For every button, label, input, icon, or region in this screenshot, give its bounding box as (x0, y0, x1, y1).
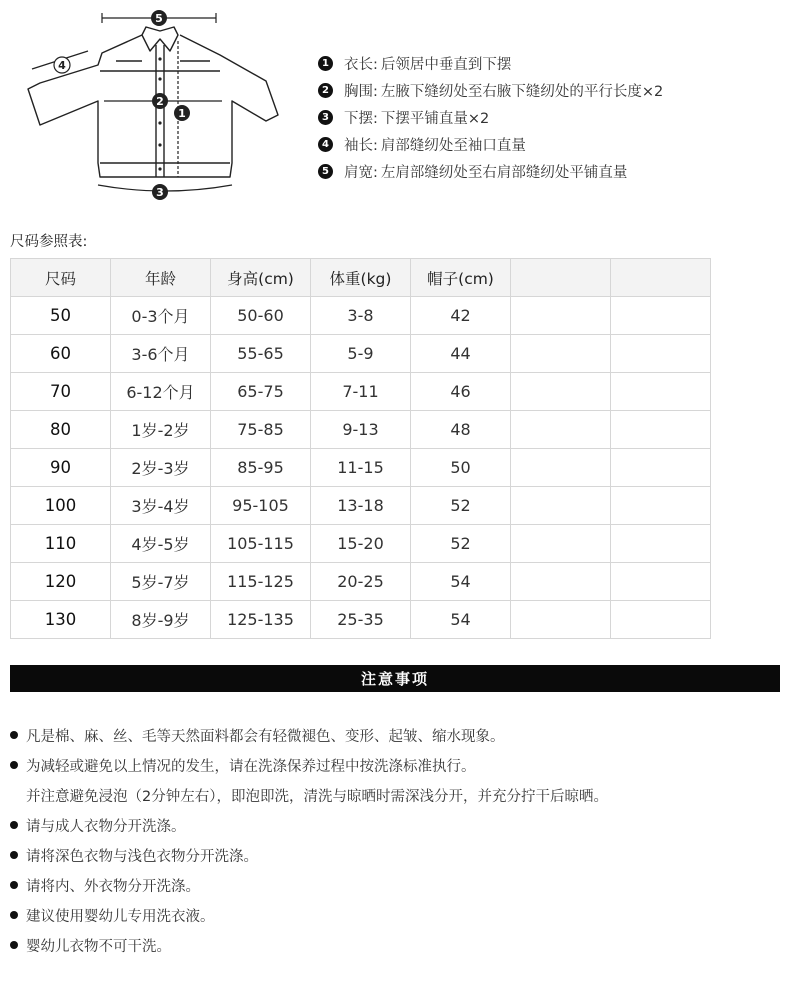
size-table (10, 258, 711, 639)
legend-desc: 左腋下缝纫处至右腋下缝纫处的平行长度×2 (380, 84, 664, 100)
legend-item (318, 77, 663, 104)
table-header-cell: 身高(cm) (211, 259, 311, 297)
table-cell: 55-65 (211, 335, 311, 373)
table-cell (511, 373, 611, 411)
table-cell: 65-75 (211, 373, 311, 411)
shirt-placket (156, 45, 164, 177)
table-cell (511, 525, 611, 563)
bullet-icon (10, 851, 18, 859)
table-header-cell (511, 259, 611, 297)
table-cell: 120 (11, 563, 111, 601)
table-cell: 115-125 (211, 563, 311, 601)
table-cell: 60 (11, 335, 111, 373)
table-cell (611, 601, 711, 639)
list-item (10, 900, 780, 930)
table-cell (511, 601, 611, 639)
table-cell: 50 (11, 297, 111, 335)
table-cell: 125-135 (211, 601, 311, 639)
legend-term: 袖长: (344, 138, 378, 154)
table-cell: 48 (411, 411, 511, 449)
legend-desc: 肩部缝纫处至袖口直量 (380, 138, 526, 154)
table-cell: 2岁-3岁 (111, 449, 211, 487)
list-item (10, 840, 780, 870)
table-cell: 52 (411, 525, 511, 563)
table-cell (511, 335, 611, 373)
table-row (11, 525, 711, 563)
table-cell: 1岁-2岁 (111, 411, 211, 449)
table-cell: 15-20 (311, 525, 411, 563)
table-cell: 54 (411, 601, 511, 639)
table-cell: 44 (411, 335, 511, 373)
legend-number: 5 (318, 164, 333, 179)
legend-number: 3 (318, 110, 333, 125)
table-cell (611, 487, 711, 525)
size-table-caption: 尺码参照表: (10, 234, 88, 250)
table-cell: 100 (11, 487, 111, 525)
table-cell (611, 373, 711, 411)
legend-number: 2 (318, 83, 333, 98)
table-header-cell: 尺码 (11, 259, 111, 297)
table-cell: 54 (411, 563, 511, 601)
table-cell: 20-25 (311, 563, 411, 601)
table-cell: 4岁-5岁 (111, 525, 211, 563)
table-cell: 85-95 (211, 449, 311, 487)
table-cell: 75-85 (211, 411, 311, 449)
bullet-icon (10, 911, 18, 919)
marker-1 (174, 105, 190, 121)
table-cell: 25-35 (311, 601, 411, 639)
table-cell: 70 (11, 373, 111, 411)
legend-term: 衣长: (344, 57, 378, 73)
table-cell: 3-6个月 (111, 335, 211, 373)
table-cell (511, 563, 611, 601)
table-header-cell (611, 259, 711, 297)
bullet-icon (10, 881, 18, 889)
notice-list (10, 720, 780, 960)
table-cell: 5-9 (311, 335, 411, 373)
legend-item (318, 158, 663, 185)
table-cell: 50 (411, 449, 511, 487)
table-cell: 130 (11, 601, 111, 639)
legend-desc: 左肩部缝纫处至右肩部缝纫处平铺直量 (380, 165, 628, 181)
marker-3 (152, 184, 168, 200)
table-cell: 80 (11, 411, 111, 449)
notice-title-bar (10, 665, 780, 692)
table-cell (611, 563, 711, 601)
table-header-cell: 帽子(cm) (411, 259, 511, 297)
table-cell (611, 449, 711, 487)
legend-item (318, 50, 663, 77)
table-body (11, 297, 711, 639)
list-item (10, 750, 780, 780)
table-cell (511, 449, 611, 487)
notice-text: 请与成人衣物分开洗涤。 (26, 818, 186, 835)
table-cell (511, 411, 611, 449)
table-row (11, 335, 711, 373)
notice-text: 婴幼儿衣物不可干洗。 (26, 938, 171, 955)
list-item (10, 780, 780, 810)
shirt-buttons (158, 57, 161, 170)
notice-text: 为减轻或避免以上情况的发生，请在洗涤保养过程中按洗涤标准执行。 (26, 758, 476, 775)
notice-text: 请将深色衣物与浅色衣物分开洗涤。 (26, 848, 258, 865)
table-cell: 13-18 (311, 487, 411, 525)
table-cell (511, 487, 611, 525)
legend-item (318, 104, 663, 131)
table-cell: 110 (11, 525, 111, 563)
table-cell: 90 (11, 449, 111, 487)
shirt-collar (142, 27, 178, 51)
marker-2 (152, 93, 168, 109)
table-cell: 7-11 (311, 373, 411, 411)
bullet-icon (10, 941, 18, 949)
marker-5 (151, 10, 167, 26)
svg-text:1: 1 (178, 107, 186, 120)
table-cell: 5岁-7岁 (111, 563, 211, 601)
table-cell (611, 297, 711, 335)
table-row (11, 297, 711, 335)
table-cell (511, 297, 611, 335)
table-row (11, 449, 711, 487)
legend-desc: 后领居中垂直到下摆 (380, 57, 512, 73)
table-row (11, 601, 711, 639)
table-row (11, 411, 711, 449)
svg-text:4: 4 (58, 59, 66, 72)
notice-text: 并注意避免浸泡（2分钟左右），即泡即洗，清洗与晾晒时需深浅分开，并充分拧干后晾晒。 (26, 788, 608, 805)
shirt-outline (28, 35, 278, 177)
table-cell: 3-8 (311, 297, 411, 335)
marker-4 (54, 57, 70, 73)
table-row (11, 373, 711, 411)
legend-number: 4 (318, 137, 333, 152)
shirt-measurement-diagram (20, 5, 290, 205)
list-item (10, 930, 780, 960)
table-cell: 11-15 (311, 449, 411, 487)
table-cell: 46 (411, 373, 511, 411)
svg-text:5: 5 (155, 12, 163, 25)
legend-desc: 下摆平铺直量×2 (380, 111, 490, 127)
notice-text: 请将内、外衣物分开洗涤。 (26, 878, 200, 895)
table-header-cell: 体重(kg) (311, 259, 411, 297)
list-item (10, 810, 780, 840)
table-cell: 9-13 (311, 411, 411, 449)
bullet-icon (10, 821, 18, 829)
notice-text: 建议使用婴幼儿专用洗衣液。 (26, 908, 215, 925)
notice-text: 凡是棉、麻、丝、毛等天然面料都会有轻微褪色、变形、起皱、缩水现象。 (26, 728, 505, 745)
bullet-icon (10, 761, 18, 769)
svg-text:2: 2 (156, 95, 164, 108)
table-cell: 3岁-4岁 (111, 487, 211, 525)
table-row (11, 563, 711, 601)
legend-term: 胸围: (344, 84, 378, 100)
table-cell: 8岁-9岁 (111, 601, 211, 639)
table-cell (611, 411, 711, 449)
table-header-cell: 年龄 (111, 259, 211, 297)
legend-number: 1 (318, 56, 333, 71)
table-cell: 95-105 (211, 487, 311, 525)
table-header-row (11, 259, 711, 297)
table-cell (611, 335, 711, 373)
table-cell: 0-3个月 (111, 297, 211, 335)
bullet-icon (10, 731, 18, 739)
legend-term: 下摆: (344, 111, 378, 127)
notice-title: 注意事项 (360, 670, 429, 688)
legend-item (318, 131, 663, 158)
svg-text:3: 3 (156, 186, 164, 199)
table-cell: 105-115 (211, 525, 311, 563)
measurement-legend (318, 50, 663, 185)
table-cell: 6-12个月 (111, 373, 211, 411)
list-item (10, 720, 780, 750)
table-cell: 52 (411, 487, 511, 525)
table-row (11, 487, 711, 525)
legend-term: 肩宽: (344, 165, 378, 181)
table-cell (611, 525, 711, 563)
list-item (10, 870, 780, 900)
table-cell: 50-60 (211, 297, 311, 335)
table-cell: 42 (411, 297, 511, 335)
